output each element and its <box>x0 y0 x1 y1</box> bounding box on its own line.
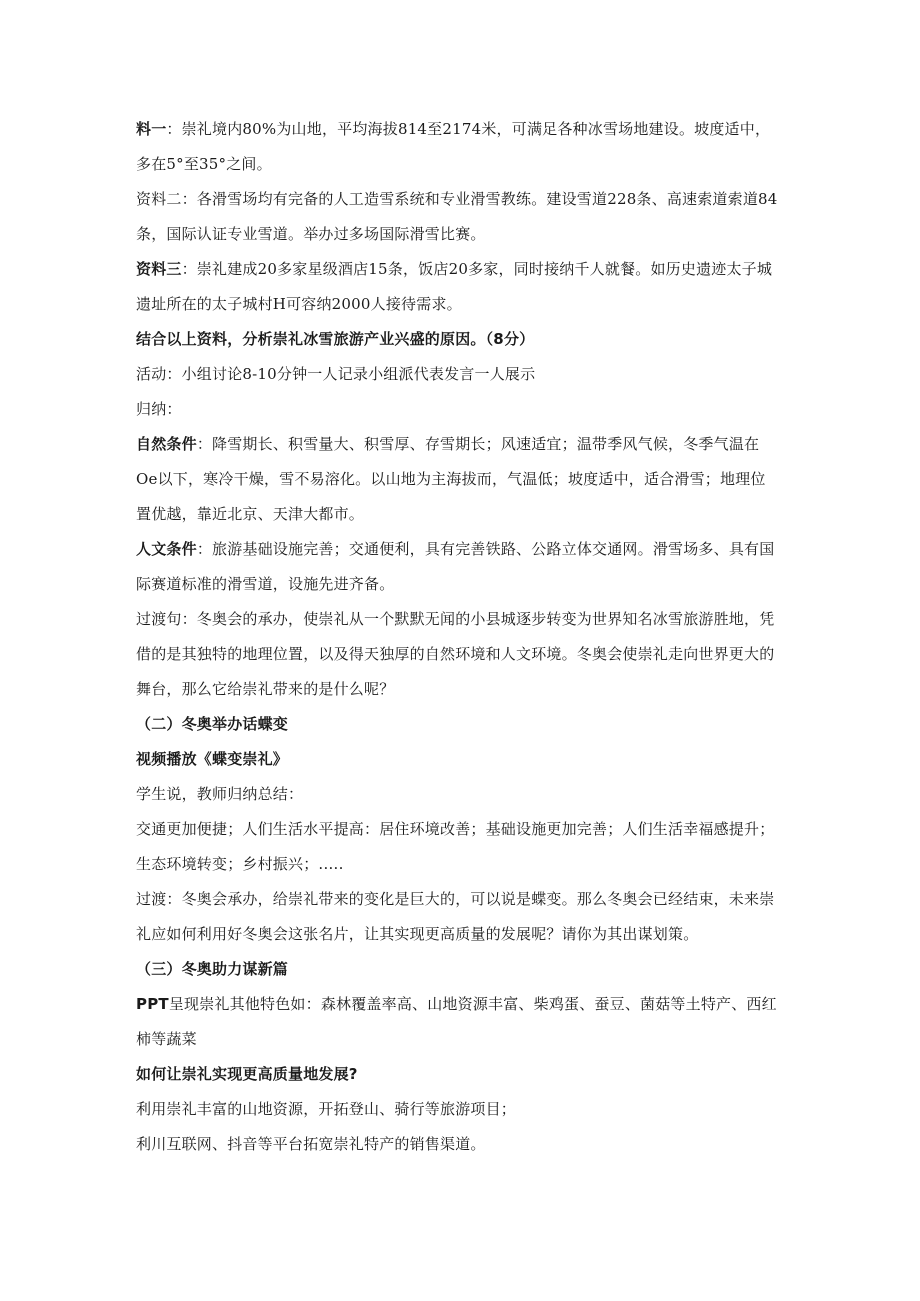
idea-two-line: 利川互联网、抖音等平台拓宽崇礼特产的销售渠道。 <box>136 1135 486 1153</box>
human-conditions-label: 人文条件 <box>136 540 197 558</box>
question-two: 如何让崇礼实现更高质量地发展? <box>136 1065 358 1083</box>
transition-two-paragraph: 过渡：冬奥会承办，给崇礼带来的变化是巨大的，可以说是蝶变。那么冬奥会已经结束，未来崇礼应如何利用好冬奥会这张名片，让其实现更高质量的发展呢？请你为其出谋划策。 <box>136 890 775 943</box>
material-two-paragraph: 资料二：各滑雪场均有完备的人工造雪系统和专业滑雪教练。建设雪道228条、高速索道索道84条，国际认证专业雪道。举办过多场国际滑雪比赛。 <box>136 190 778 243</box>
question-one: 结合以上资料，分析崇礼冰雪旅游产业兴盛的原因。（8分） <box>136 330 535 348</box>
material-one-text: ：崇礼境内80%为山地，平均海拔814至2174米，可满足各种冰雪场地建设。坡度适中，多在5°至35°之间。 <box>136 120 771 173</box>
ppt-text: 呈现崇礼其他特色如：森林覆盖率高、山地资源丰富、柴鸡蛋、蚕豆、菌菇等土特产、西红柿等蔬菜 <box>136 995 777 1048</box>
video-line: 视频播放《蝶变崇礼》 <box>136 750 289 768</box>
student-line: 学生说，教师归纳总结： <box>136 785 304 803</box>
material-three-text: ：崇礼建成20多家星级酒店15条，饭店20多家，同时接纳千人就餐。如历史遗迹太子城遗址所在的太子城村H可容纳2000人接待需求。 <box>136 260 773 313</box>
natural-conditions-label: 自然条件 <box>136 435 197 453</box>
section-three-heading: （三）冬奥助力谋新篇 <box>136 960 289 978</box>
natural-conditions-paragraph <box>136 427 780 532</box>
activity-line: 活动：小组讨论8-10分钟一人记录小组派代表发言一人展示 <box>136 365 536 383</box>
summary-label: 归纳： <box>136 400 182 418</box>
idea-one-line: 利用崇礼丰富的山地资源，开拓登山、骑行等旅游项目； <box>136 1100 517 1118</box>
material-three-paragraph <box>136 252 780 322</box>
material-one-paragraph <box>136 112 780 182</box>
material-three-label: 资料三 <box>136 260 182 278</box>
ppt-paragraph <box>136 987 780 1057</box>
natural-conditions-text: ：降雪期长、积雪量大、积雪厚、存雪期长；风速适宜；温带季风气候，冬季气温在Oe以下，寒冷干燥，雪不易溶化。以山地为主海拔而，气温低；坡度适中，适合滑雪；地理位置优越，靠近北京、天津大都市。 <box>136 435 766 523</box>
human-conditions-paragraph <box>136 532 780 602</box>
material-one-label: 料一 <box>136 120 167 138</box>
changes-paragraph: 交通更加便捷；人们生活水平提高：居住环境改善；基础设施更加完善；人们生活幸福感提升；生态环境转变；乡村振兴；.…. <box>136 820 775 873</box>
section-two-heading: （二）冬奥举办话蝶变 <box>136 715 289 733</box>
ppt-label: PPT <box>136 995 169 1013</box>
human-conditions-text: ：旅游基础设施完善；交通便利，具有完善铁路、公路立体交通网。滑雪场多、具有国际赛道标准的滑雪道，设施先进齐备。 <box>136 540 775 593</box>
transition-one-paragraph: 过渡句：冬奥会的承办，使崇礼从一个默默无闻的小县城逐步转变为世界知名冰雪旅游胜地，凭借的是其独特的地理位置，以及得天独厚的自然环境和人文环境。冬奥会使崇礼走向世界更大的舞台，那么它给崇礼带来的是什么呢？ <box>136 610 775 698</box>
